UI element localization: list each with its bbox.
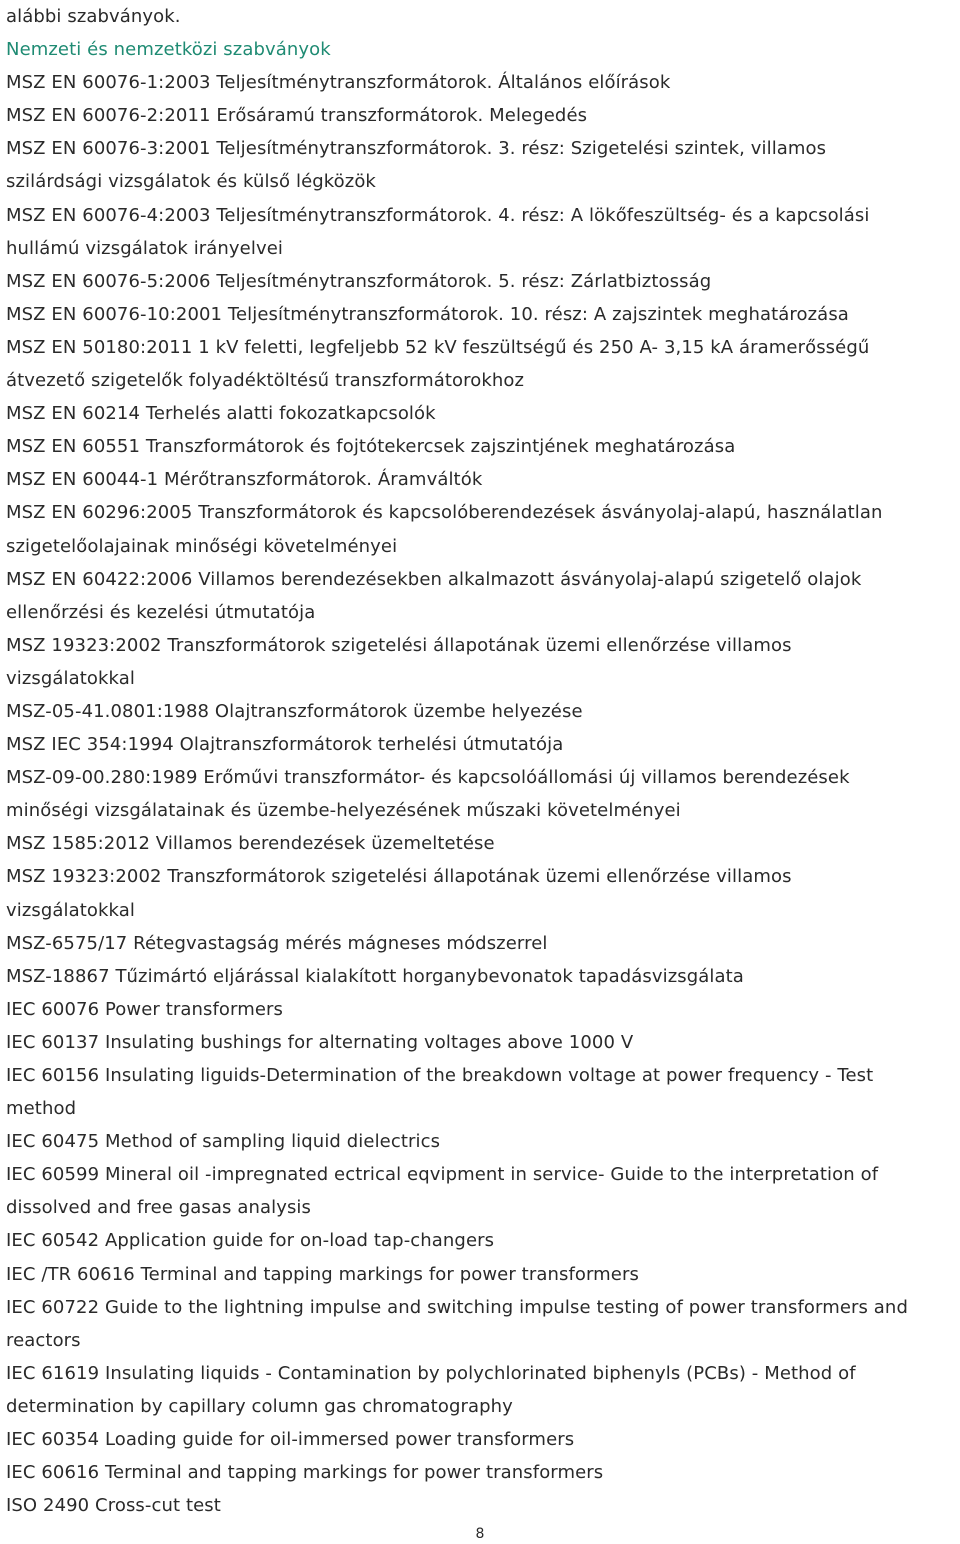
text-line: ISO 2490 Cross-cut test [6,1495,221,1517]
text-line: IEC 60137 Insulating bushings for alternating voltages above 1000 V [6,1031,634,1053]
text-line: MSZ-09-00.280:1989 Erőművi transzformátor- és kapcsolóállomási új villamos berendezések [6,767,850,789]
text-line: vizsgálatokkal [6,667,135,689]
text-line: IEC 60542 Application guide for on-load tap-changers [6,1230,495,1252]
text-line: IEC 61619 Insulating liquids - Contamination by polychlorinated biphenyls (PCBs) - Method of [6,1362,856,1384]
text-line: MSZ EN 60076-2:2011 Erősáramú transzformátorok. Melegedés [6,105,588,127]
text-line: MSZ EN 60076-1:2003 Teljesítménytranszformátorok. Általános előírások [6,72,671,94]
text-line: reactors [6,1329,81,1351]
text-line: MSZ 19323:2002 Transzformátorok szigetelési állapotának üzemi ellenőrzése villamos [6,634,792,656]
text-line: IEC 60475 Method of sampling liquid dielectrics [6,1131,441,1153]
text-line: MSZ EN 50180:2011 1 kV feletti, legfeljebb 52 kV feszültségű és 250 A- 3,15 kA áramerősségű [6,336,870,358]
text-line: MSZ EN 60076-3:2001 Teljesítménytranszformátorok. 3. rész: Szigetelési szintek, villamos [6,138,827,160]
text-line: IEC 60616 Terminal and tapping markings for power transformers [6,1462,604,1484]
text-line: vizsgálatokkal [6,899,135,921]
text-line: IEC 60599 Mineral oil -impregnated ectrical eqvipment in service- Guide to the interpretation of [6,1164,879,1186]
text-line: hullámú vizsgálatok irányelvei [6,237,283,259]
text-line: IEC 60076 Power transformers [6,998,283,1020]
text-line: ellenőrzési és kezelési útmutatója [6,601,316,623]
text-line: MSZ-05-41.0801:1988 Olajtranszformátorok üzembe helyezése [6,700,583,722]
text-line: átvezető szigetelők folyadéktöltésű transzformátorokhoz [6,370,525,392]
text-line: MSZ 1585:2012 Villamos berendezések üzemeltetése [6,833,495,855]
document-body [6,0,956,1522]
text-line: MSZ-18867 Tűzimártó eljárással kialakított horganybevonatok tapadásvizsgálata [6,965,744,987]
text-line: method [6,1098,77,1120]
text-line: MSZ EN 60076-5:2006 Teljesítménytranszformátorok. 5. rész: Zárlatbiztosság [6,270,712,292]
text-line: szigetelőolajainak minőségi követelményei [6,535,398,557]
text-line: MSZ EN 60076-4:2003 Teljesítménytranszformátorok. 4. rész: A lökőfeszültség- és a kapcsolási [6,204,870,226]
text-line: MSZ-6575/17 Rétegvastagság mérés mágneses módszerrel [6,932,548,954]
text-line: MSZ EN 60551 Transzformátorok és fojtótekercsek zajszintjének meghatározása [6,436,736,458]
text-line: IEC 60354 Loading guide for oil-immersed power transformers [6,1429,575,1451]
text-line: MSZ 19323:2002 Transzformátorok szigetelési állapotának üzemi ellenőrzése villamos [6,866,792,888]
text-line: MSZ EN 60296:2005 Transzformátorok és kapcsolóberendezések ásványolaj-alapú, használatlan [6,502,883,524]
text-line: minőségi vizsgálatainak és üzembe-helyezésének műszaki követelményei [6,800,681,822]
text-line: MSZ EN 60214 Terhelés alatti fokozatkapcsolók [6,403,436,425]
text-line: szilárdsági vizsgálatok és külső légközök [6,171,376,193]
page-number: 8 [475,1526,485,1542]
text-line: MSZ IEC 354:1994 Olajtranszformátorok terhelési útmutatója [6,734,564,756]
text-line: determination by capillary column gas chromatography [6,1395,513,1417]
text-line: IEC 60156 Insulating liguids-Determination of the breakdown voltage at power frequency - Test [6,1065,874,1086]
text-line: dissolved and free gasas analysis [6,1197,312,1219]
text-line: MSZ EN 60422:2006 Villamos berendezésekben alkalmazott ásványolaj-alapú szigetelő olajok [6,568,862,590]
section-heading: Nemzeti és nemzetközi szabványok [6,39,331,61]
text-line: alábbi szabványok. [6,6,181,27]
text-line: MSZ EN 60076-10:2001 Teljesítménytranszformátorok. 10. rész: A zajszintek meghatározása [6,303,849,325]
text-line: IEC 60722 Guide to the lightning impulse and switching impulse testing of power transformers and [6,1296,908,1318]
text-line: IEC /TR 60616 Terminal and tapping markings for power transformers [6,1263,639,1285]
text-line: MSZ EN 60044-1 Mérőtranszformátorok. Áramváltók [6,469,483,491]
